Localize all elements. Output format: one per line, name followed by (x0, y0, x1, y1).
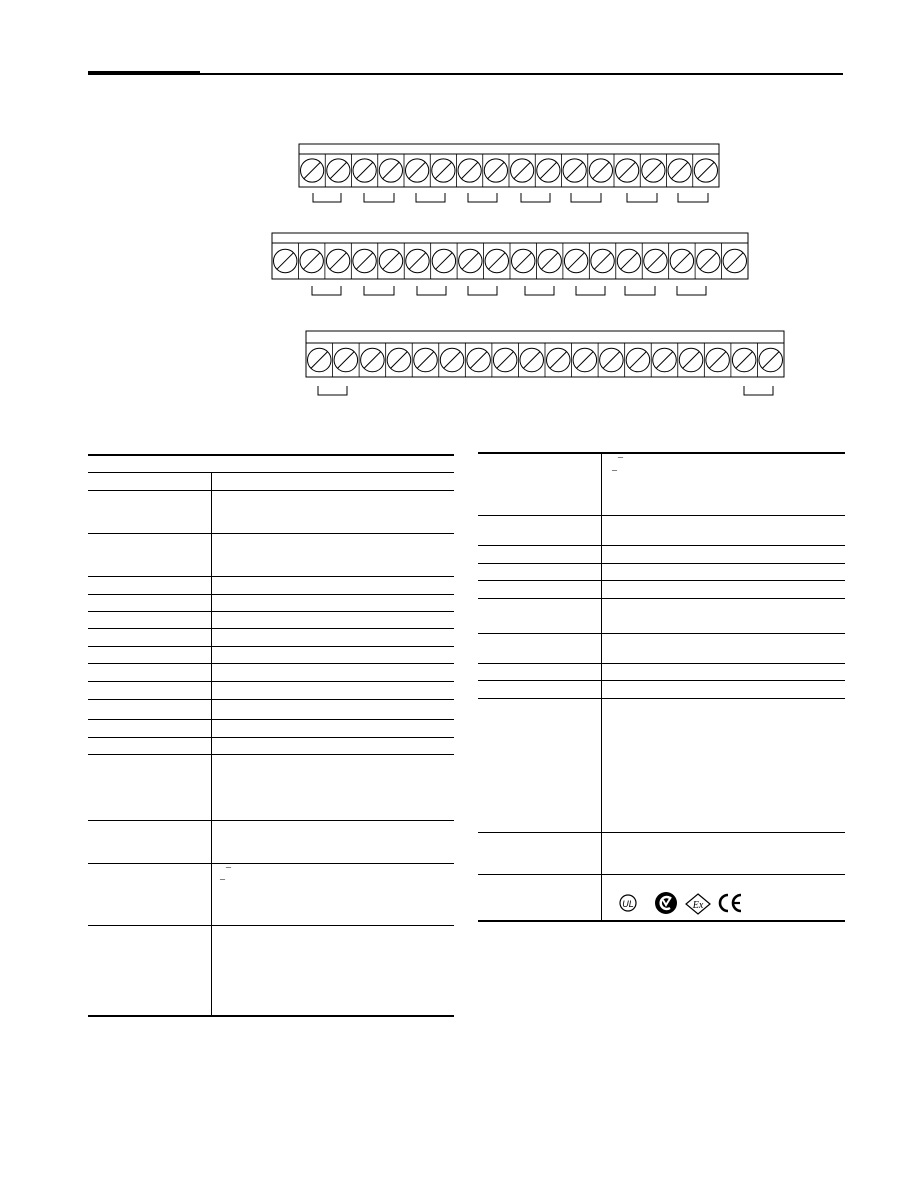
terminal-block-diagram (0, 0, 918, 440)
table-rule (478, 920, 845, 922)
terminal-pair-bracket (364, 193, 394, 202)
table-rule (88, 594, 454, 595)
table-rule (478, 698, 845, 699)
table-rule (88, 820, 454, 821)
terminal-pair-bracket (313, 193, 341, 202)
terminal-pair-bracket (318, 386, 347, 395)
table-rule (211, 472, 212, 1015)
terminal-pair-bracket (521, 193, 550, 202)
terminal-pair-bracket (571, 193, 601, 202)
terminal-pair-bracket (364, 286, 394, 295)
table-rule (88, 925, 454, 926)
table-rule (88, 533, 454, 534)
table-rule (478, 515, 845, 516)
strip-header (306, 331, 784, 343)
table-rule (88, 681, 454, 682)
table-rule (88, 699, 454, 700)
table-rule (478, 545, 845, 546)
terminal-pair-bracket (677, 286, 706, 295)
table-rule (88, 754, 454, 755)
c-ul-icon (654, 891, 678, 915)
terminal-strip-3 (306, 331, 784, 395)
terminal-pair-bracket (417, 286, 446, 295)
table-rule (88, 663, 454, 664)
terminal-pair-bracket (625, 286, 655, 295)
terminal-pair-bracket (312, 286, 341, 295)
table-rule (478, 680, 845, 681)
table-rule (88, 628, 454, 629)
cell-dash-mark: ¯ (612, 470, 617, 481)
terminal-pair-bracket (627, 193, 657, 202)
cell-dash-mark: ¯ (618, 457, 623, 468)
terminal-pair-bracket (525, 286, 554, 295)
strip-header (299, 144, 719, 154)
table-rule (88, 611, 454, 612)
table-rule (88, 1015, 454, 1017)
table-rule (478, 598, 845, 599)
terminal-pair-bracket (468, 193, 497, 202)
ul-listed-icon (618, 892, 638, 914)
table-rule (88, 737, 454, 738)
table-rule (88, 719, 454, 720)
cell-dash-mark: ¯ (226, 867, 231, 878)
cell-dash-mark: ¯ (220, 879, 225, 890)
table-rule (478, 832, 845, 833)
table-rule (478, 563, 845, 564)
table-rule (88, 576, 454, 577)
terminal-pair-bracket (744, 386, 773, 395)
table-rule (88, 472, 454, 473)
terminal-pair-bracket (576, 286, 605, 295)
svg-text:UL: UL (622, 899, 634, 909)
table-rule (478, 874, 845, 875)
table-rule (478, 633, 845, 634)
table-rule (601, 452, 602, 920)
table-rule (88, 863, 454, 864)
table-rule (88, 490, 454, 491)
table-rule (88, 646, 454, 647)
strip-header (272, 233, 748, 243)
ex-hazardous-icon (685, 893, 711, 915)
table-rule (478, 580, 845, 581)
terminal-pair-bracket (678, 193, 708, 202)
table-rule (88, 454, 454, 456)
terminal-pair-bracket (468, 286, 497, 295)
terminal-pair-bracket (416, 193, 445, 202)
terminal-strip-1 (299, 144, 719, 202)
terminal-strip-2 (272, 233, 748, 295)
table-rule (478, 452, 845, 454)
table-rule (478, 663, 845, 664)
svg-text:Ex: Ex (692, 900, 704, 911)
ce-mark-icon (716, 892, 744, 914)
